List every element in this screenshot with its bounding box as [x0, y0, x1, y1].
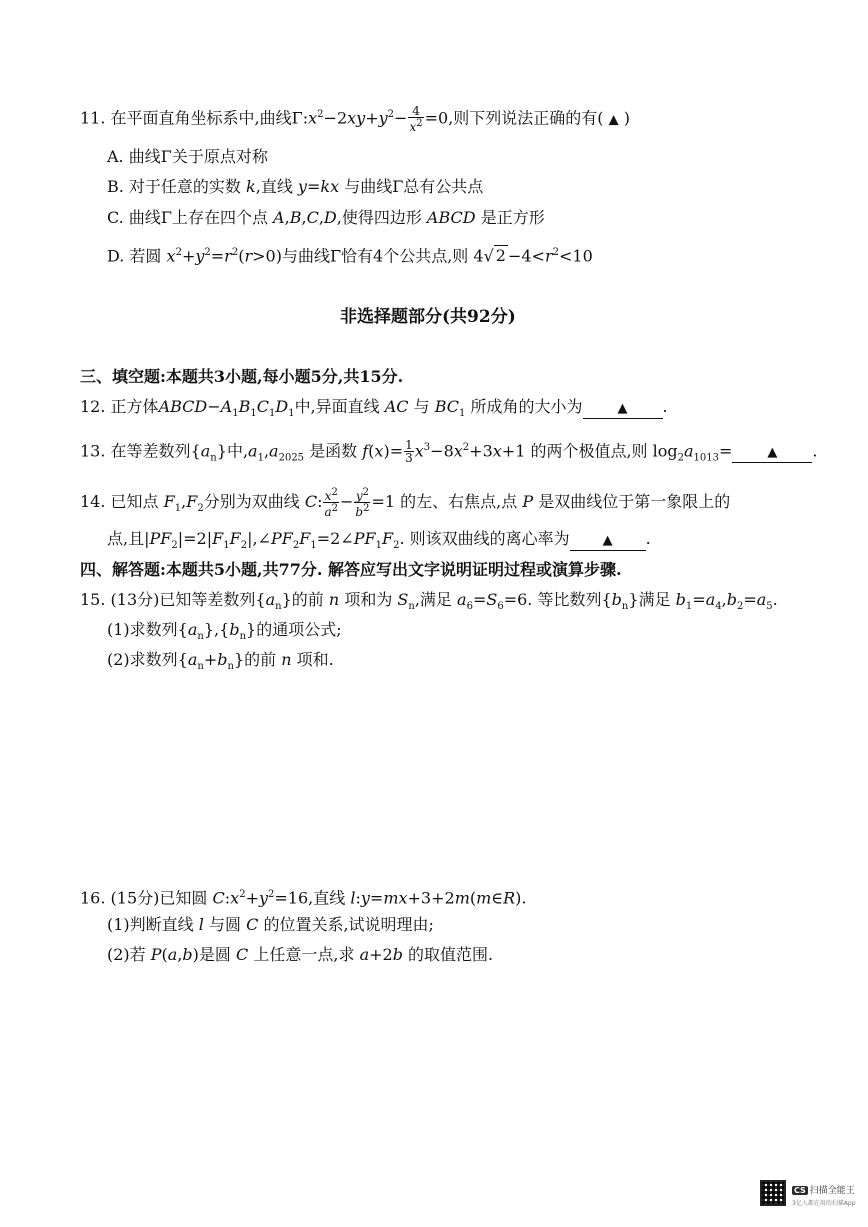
- q11-stem: 11. 在平面直角坐标系中,曲线$\Gamma:x^2-2xy+y^2-$ $\frac{4}{x^2}$ =0,则下列说法正确的有( ▲ ): [80, 103, 630, 134]
- q16-sub2: (2)若 P(a,b)是圆 C 上任意一点,求 a+2b 的取值范围.: [107, 945, 494, 964]
- part3-heading: 三、填空题:本题共3小题,每小题5分,共15分.: [80, 367, 404, 386]
- q16-stem: 16. (15分)已知圆 $C:x^2+y^2=16$,直线 l:y=mx+3+2m(m∈R).: [80, 888, 527, 908]
- q15-sub2: (2)求数列$\{a_n+b_n\}$的前 n 项和.: [107, 650, 334, 673]
- answer-triangle-icon: ▲: [608, 112, 619, 128]
- q13-stem: 13. 在等差数列$\{a_n\}$中$,a_1,a_{2025}$ 是函数 f(x)= $\frac{1}{3}$ $x^3-8x^2+3x+1$ 的两个极值点,则 $\log_2a_{1013}=$ ▲ .: [80, 438, 818, 466]
- q11-option-a: A. 曲线Γ关于原点对称: [107, 147, 268, 166]
- part4-heading: 四、解答题:本题共5小题,共77分. 解答应写出文字说明证明过程或演算步骤.: [80, 560, 622, 579]
- camscanner-logo-icon: CS: [794, 1186, 806, 1195]
- q11-option-d: D. 若圆 $x^2+y^2=r^2(r>0)$与曲线Γ恰有4个公共点,则 4√ $2 -4<r^2<10$: [107, 246, 593, 266]
- q15-sub1: (1)求数列$\{a_n\},\{b_n\}$的通项公式;: [107, 620, 342, 643]
- q16-sub1: (1)判断直线 l 与圆 C 的位置关系,试说明理由;: [107, 915, 434, 934]
- q15-stem: 15. (13分)已知等差数列$\{a_n\}$的前 n 项和为 $S_n$,满足 $a_6=S_6=6$. 等比数列$\{b_n\}$满足 $b_1=a_4,b_2=a_5$.: [80, 590, 778, 613]
- scanner-watermark: CS 扫描全能王 3亿人都在用的扫描App: [792, 1186, 856, 1207]
- q14-line2: 点,且$|PF_2|=2|F_1F_2|,\angle PF_2F_1=2\angle PF_1F_2$. 则该双曲线的离心率为 ▲ .: [107, 529, 651, 552]
- q12-stem: 12. 正方体$ABCD-A_1B_1C_1D_1$中,异面直线 AC 与 $BC_1$ 所成角的大小为 ▲ .: [80, 397, 668, 420]
- q11-option-c: C. 曲线Γ上存在四个点 A,B,C,D,使得四边形 ABCD 是正方形: [107, 208, 545, 227]
- q14-line1: 14. 已知点 $F_1,F_2$分别为双曲线 C: $\frac{x^2}{a^2}$ − $\frac{y^2}{b^2}$ =1 的左、右焦点,点 P 是双曲线位于第一象限上的: [80, 487, 731, 519]
- section-title: 非选择题部分(共92分): [340, 307, 516, 327]
- answer-blank[interactable]: [570, 530, 646, 551]
- answer-triangle-icon: ▲: [617, 401, 628, 416]
- answer-triangle-icon: ▲: [767, 445, 778, 461]
- answer-triangle-icon: ▲: [602, 533, 613, 548]
- q11-option-b: B. 对于任意的实数 k,直线 y=kx 与曲线Γ总有公共点: [107, 177, 484, 196]
- answer-blank[interactable]: [732, 442, 812, 463]
- answer-blank[interactable]: [583, 398, 663, 419]
- qr-code-icon: [760, 1180, 786, 1206]
